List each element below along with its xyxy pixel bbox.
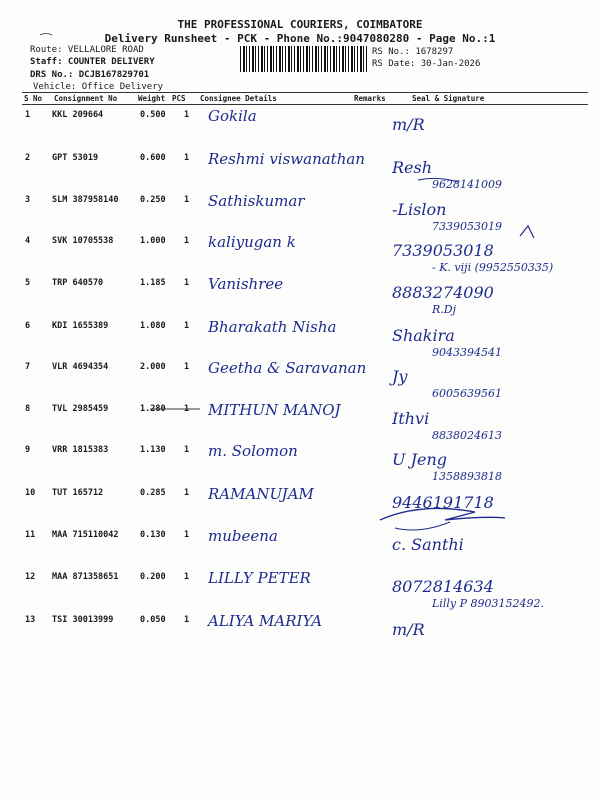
drs-label: DRS No.: DCJB167829701 bbox=[30, 70, 150, 80]
staff-label: Staff: COUNTER DELIVERY bbox=[30, 57, 155, 67]
row-signature-phone: 8838024613 bbox=[432, 429, 502, 442]
row-signature-phone: R.Dj bbox=[432, 303, 457, 316]
row-pcs: 1 bbox=[184, 110, 190, 120]
row-pcs: 1 bbox=[184, 321, 190, 331]
row-consignee-handwriting: ALIYA MARIYA bbox=[208, 612, 323, 630]
row-weight: 1.080 bbox=[140, 321, 166, 331]
row-weight: 0.285 bbox=[140, 488, 166, 498]
row-consignment-no: TRP 640570 bbox=[52, 278, 104, 288]
row-sno: 5 bbox=[25, 278, 31, 288]
vehicle-label: Vehicle: Office Delivery bbox=[33, 82, 164, 92]
row-pcs: 1 bbox=[184, 572, 190, 582]
row-consignment-no: TSI 30013999 bbox=[52, 615, 114, 625]
row-sno: 1 bbox=[25, 110, 31, 120]
row-signature: Jy bbox=[392, 367, 408, 386]
row-consignee-handwriting: RAMANUJAM bbox=[208, 485, 314, 503]
row-signature: 8883274090 bbox=[392, 283, 494, 302]
row-consignee-handwriting: Gokila bbox=[208, 107, 257, 125]
row-weight: 1.185 bbox=[140, 278, 166, 288]
row-signature: 8072814634 bbox=[392, 577, 494, 596]
row-consignee-handwriting: kaliyugan k bbox=[208, 233, 296, 251]
row-consignment-no: SVK 10705538 bbox=[52, 236, 114, 246]
row-signature: U Jeng bbox=[392, 450, 447, 469]
row-weight: 0.200 bbox=[140, 572, 166, 582]
row-pcs: 1 bbox=[184, 445, 190, 455]
row-sno: 10 bbox=[25, 488, 36, 498]
col-consignment: Consignment No bbox=[54, 94, 118, 103]
col-pcs: PCS bbox=[172, 94, 186, 103]
row-weight: 1.000 bbox=[140, 236, 166, 246]
row-signature-phone: - K. viji (9952550335) bbox=[432, 261, 554, 274]
row-signature: Ithvi bbox=[392, 409, 430, 428]
row-consignee-handwriting: m. Solomon bbox=[208, 442, 298, 460]
row-sno: 11 bbox=[25, 530, 36, 540]
row-consignee-handwriting: Reshmi viswanathan bbox=[208, 150, 365, 168]
row-weight: 1.280 bbox=[140, 404, 166, 414]
row-sno: 2 bbox=[25, 153, 31, 163]
row-consignee-handwriting: Geetha & Saravanan bbox=[208, 359, 367, 377]
row-signature: -Lislon bbox=[392, 200, 447, 219]
row-sno: 12 bbox=[25, 572, 36, 582]
header-top-rule bbox=[22, 92, 588, 93]
row-weight: 0.250 bbox=[140, 195, 166, 205]
row-pcs: 1 bbox=[184, 236, 190, 246]
row-pcs: 1 bbox=[184, 195, 190, 205]
row-signature: 7339053018 bbox=[392, 241, 494, 260]
row-consignment-no: KDI 1655389 bbox=[52, 321, 109, 331]
row-consignment-no: MAA 715110042 bbox=[52, 530, 119, 540]
row-consignee-handwriting: Sathiskumar bbox=[208, 192, 305, 210]
row-sno: 13 bbox=[25, 615, 36, 625]
row-consignment-no: TUT 165712 bbox=[52, 488, 104, 498]
row-weight: 0.050 bbox=[140, 615, 166, 625]
row-signature-phone: 9628141009 bbox=[432, 178, 502, 191]
row-sno: 6 bbox=[25, 321, 31, 331]
row-consignee-handwriting: LILLY PETER bbox=[208, 569, 311, 587]
row-pcs: 1 bbox=[184, 488, 190, 498]
route-label: Route: VELLALORE ROAD bbox=[30, 45, 144, 55]
row-sno: 7 bbox=[25, 362, 31, 372]
row-sno: 8 bbox=[25, 404, 31, 414]
company-name: THE PROFESSIONAL COURIERS, COIMBATORE bbox=[177, 18, 423, 31]
row-sno: 3 bbox=[25, 195, 31, 205]
row-consignee-handwriting: Bharakath Nisha bbox=[208, 318, 337, 336]
row-consignee-handwriting: MITHUN MANOJ bbox=[208, 401, 341, 419]
row-sno: 4 bbox=[25, 236, 31, 246]
rs-date: RS Date: 30-Jan-2026 bbox=[372, 59, 481, 69]
col-remarks: Remarks bbox=[354, 94, 386, 103]
drs-barcode bbox=[240, 46, 368, 72]
row-consignment-no: GPT 53019 bbox=[52, 153, 99, 163]
row-signature-phone: 1358893818 bbox=[432, 470, 502, 483]
col-seal: Seal & Signature bbox=[412, 94, 485, 103]
row-weight: 0.600 bbox=[140, 153, 166, 163]
row-signature: c. Santhi bbox=[392, 535, 464, 554]
row-weight: 0.130 bbox=[140, 530, 166, 540]
col-sno: S No bbox=[24, 94, 43, 103]
row-sno: 9 bbox=[25, 445, 31, 455]
row-consignee-handwriting: mubeena bbox=[208, 527, 278, 545]
row-signature: 9446191718 bbox=[392, 493, 494, 512]
col-consignee: Consignee Details bbox=[200, 94, 277, 103]
row-signature: m/R bbox=[392, 620, 425, 639]
row-consignment-no: SLM 387958140 bbox=[52, 195, 119, 205]
row-signature-phone: 9043394541 bbox=[432, 346, 502, 359]
col-weight: Weight bbox=[138, 94, 166, 103]
row-signature-phone: 7339053019 bbox=[432, 220, 502, 233]
row-weight: 2.000 bbox=[140, 362, 166, 372]
row-consignment-no: MAA 871358651 bbox=[52, 572, 119, 582]
row-weight: 0.500 bbox=[140, 110, 166, 120]
row-pcs: 1 bbox=[184, 362, 190, 372]
header-bottom-rule bbox=[22, 104, 588, 105]
row-pcs: 1 bbox=[184, 530, 190, 540]
row-consignment-no: KKL 209664 bbox=[52, 110, 104, 120]
row-pcs: 1 bbox=[184, 278, 190, 288]
row-consignment-no: VRR 1815383 bbox=[52, 445, 109, 455]
row-signature: m/R bbox=[392, 115, 425, 134]
row-consignment-no: TVL 2985459 bbox=[52, 404, 109, 414]
rs-number: RS No.: 1678297 bbox=[372, 47, 454, 57]
row-pcs: 1 bbox=[184, 153, 190, 163]
row-weight: 1.130 bbox=[140, 445, 166, 455]
row-signature-phone: Lilly P 8903152492. bbox=[432, 597, 544, 610]
row-pcs: 1 bbox=[184, 615, 190, 625]
runsheet-subtitle: Delivery Runsheet - PCK - Phone No.:9047080280 - Page No.:1 bbox=[104, 32, 496, 45]
row-pcs: 1 bbox=[184, 404, 190, 414]
row-signature-phone: 6005639561 bbox=[432, 387, 502, 400]
row-consignment-no: VLR 4694354 bbox=[52, 362, 109, 372]
row-consignee-handwriting: Vanishree bbox=[208, 275, 284, 293]
row-signature: Resh bbox=[392, 158, 433, 177]
row-signature: Shakira bbox=[392, 326, 455, 345]
